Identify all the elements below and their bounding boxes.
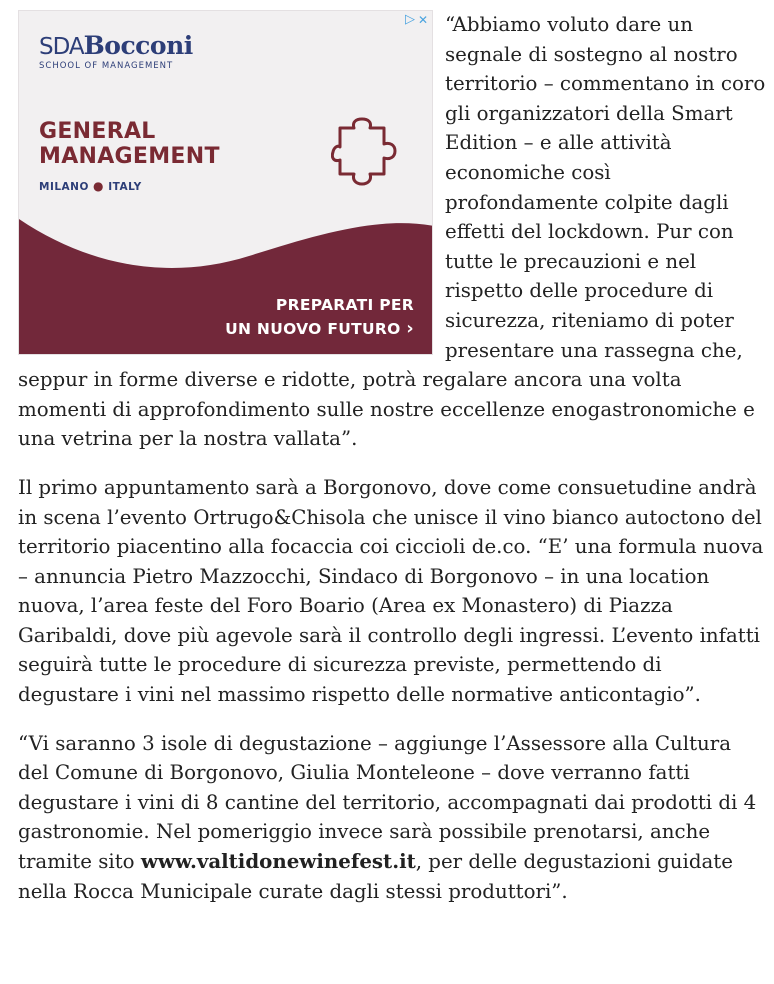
paragraph-3-text-end: , per delle degustazioni guidate nella Rocca Municipale curate dagli stessi produttori”. xyxy=(18,850,733,903)
ad-location-country: ITALY xyxy=(108,181,142,193)
ad-cta-line1: PREPARATI PER xyxy=(275,296,414,314)
close-ad-icon[interactable]: ✕ xyxy=(417,13,428,27)
ad-location xyxy=(39,179,142,193)
chevron-right-icon: › xyxy=(406,318,414,339)
ad-choices[interactable] xyxy=(405,13,428,27)
ad-cta-button[interactable] xyxy=(225,293,414,341)
ad-location-city: MILANO xyxy=(39,181,89,193)
article-body xyxy=(18,10,766,925)
ad-cta-line2 xyxy=(225,317,414,341)
logo-name: Bocconi xyxy=(83,31,193,60)
ad-headline-line2: MANAGEMENT xyxy=(39,144,220,169)
advertisement-banner[interactable] xyxy=(18,10,433,355)
ad-cta-line2-text: UN NUOVO FUTURO xyxy=(225,320,401,338)
article-paragraph-2: Il primo appuntamento sarà a Borgonovo, dove come consuetudine andrà in scena l’evento Ortrugo&Chisola che unisce il vino bianco autoctono del territorio piacentino alla focaccia coi ciccioli de.co. “E’ una formula nuova – annuncia Pietro Mazzocchi, Sindaco di Borgonovo – in una location nuova, l’area feste del Foro Boario (Area ex Monastero) di Piazza Garibaldi, dove più agevole sarà il controllo degli ingressi. L’evento infatti seguirà tutte le procedure di sicurezza previste, permettendo di degustare i vini nel massimo rispetto delle normative anticontagio”. xyxy=(18,475,764,707)
ad-headline xyxy=(39,119,220,169)
puzzle-piece-icon xyxy=(331,111,397,193)
logo-subtitle: SCHOOL OF MANAGEMENT xyxy=(39,61,174,71)
paragraph-3-text-start: “Vi saranno 3 isole di degustazione – aggiunge l’Assessore alla Cultura del Comune di Borgonovo, Giulia Monteleone – dove verranno fatti degustare i vini di 8 cantine del territorio, accompagnati dai prodotti di 4 gastronomie. Nel pomeriggio invece sarà possibile prenotarsi, anche tramite sito xyxy=(18,731,757,874)
article-paragraph-1: “Abbiamo voluto dare un segnale di sostegno al nostro territorio – commentano in coro gli organizzatori della Smart Edition – e alle attività economiche così profondamente colpite dagli effetti del lockdown. Pur con tutte le precauzioni e nel rispetto delle procedure di sicurezza, riteniamo di poter presentare una rassegna che, seppur in forme diverse e ridotte, potrà regalare ancora una volta momenti di approfondimento sulle nostre eccellenze enogastronomiche e una vetrina per la nostra vallata”. xyxy=(18,13,766,451)
sda-bocconi-logo xyxy=(39,31,193,71)
dot-separator-icon: ● xyxy=(93,179,105,193)
adchoices-icon[interactable]: ▷ xyxy=(404,12,415,27)
article-paragraph-3 xyxy=(18,729,766,907)
valtidone-winefest-link[interactable]: www.valtidonewinefest.it xyxy=(140,849,416,874)
logo-prefix: SDA xyxy=(39,34,84,60)
ad-headline-line1: GENERAL xyxy=(39,119,156,144)
